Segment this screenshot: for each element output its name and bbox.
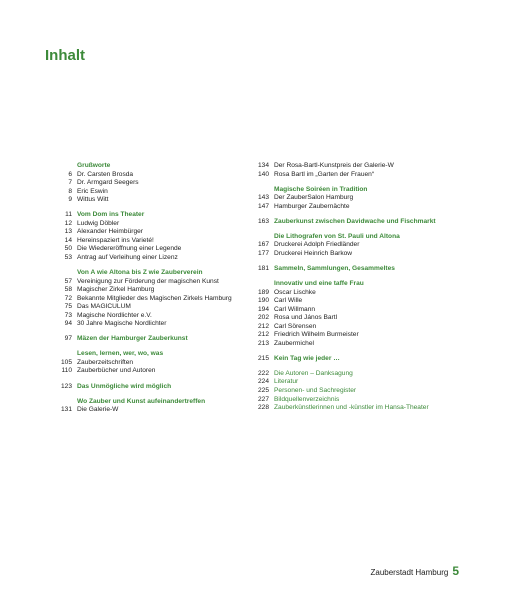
toc-page-number: 97 xyxy=(64,335,72,343)
footer-book-title: Zauberstadt Hamburg xyxy=(370,568,449,577)
toc-page-number: 123 xyxy=(60,382,72,390)
toc-entry xyxy=(35,303,235,312)
toc-page-number: 50 xyxy=(64,245,72,253)
toc-entry-title: Kein Tag wie jeder … xyxy=(274,354,340,362)
toc-entry xyxy=(248,297,473,306)
toc-section-heading xyxy=(35,335,235,344)
toc-entry xyxy=(35,188,235,197)
toc-entry-title: 30 Jahre Magische Nordlichter xyxy=(77,320,167,328)
toc-entry-title: Das MAGICULUM xyxy=(77,303,131,311)
toc-page-number: 57 xyxy=(64,277,72,285)
toc-entry xyxy=(248,203,473,212)
toc-page-number: 14 xyxy=(64,236,72,244)
toc-entry-title: Die Lithografen von St. Pauli und Altona xyxy=(274,232,400,240)
toc-entry xyxy=(248,306,473,315)
toc-page-number: 163 xyxy=(257,217,269,225)
toc-entry-title: Magische Soiréen in Tradition xyxy=(274,185,368,193)
toc-entry xyxy=(35,406,235,415)
toc-entry-title: Magische Nordlichter e.V. xyxy=(77,311,152,319)
page-footer xyxy=(370,564,459,578)
toc-entry xyxy=(35,196,235,205)
toc-page-number: 212 xyxy=(257,331,269,339)
toc-page-number: 58 xyxy=(64,286,72,294)
toc-entry xyxy=(35,312,235,321)
toc-entry-title: Grußworte xyxy=(77,162,111,169)
toc-page-number: 72 xyxy=(64,294,72,302)
toc-entry xyxy=(35,367,235,376)
toc-entry xyxy=(248,241,473,250)
toc-entry-title: Zauberkunst zwischen Davidwache und Fischmarkt xyxy=(274,217,436,225)
toc-page-number: 194 xyxy=(257,305,269,313)
toc-entry xyxy=(35,278,235,287)
toc-entry xyxy=(248,171,473,180)
toc-page-number: 6 xyxy=(68,170,72,178)
toc-entry-title: Mäzen der Hamburger Zauberkunst xyxy=(77,335,188,343)
toc-entry-title: Oscar Lischke xyxy=(274,288,316,296)
toc-section-heading xyxy=(248,355,473,364)
toc-page-number xyxy=(35,269,77,278)
toc-entry xyxy=(248,250,473,259)
toc-page-number: 140 xyxy=(257,170,269,178)
toc-entry xyxy=(35,245,235,254)
toc-entry xyxy=(35,228,235,237)
toc-entry-title: Rosa Bartl im „Garten der Frauen“ xyxy=(274,170,375,178)
toc-entry-title: Hereinspaziert ins Varieté! xyxy=(77,236,154,244)
toc-entry xyxy=(35,286,235,295)
toc-entry xyxy=(248,404,473,413)
toc-section-heading xyxy=(35,162,235,171)
toc-page-number: 131 xyxy=(60,406,72,414)
toc-entry xyxy=(248,378,473,387)
toc-entry-title: Antrag auf Verleihung einer Lizenz xyxy=(77,253,178,261)
toc-page-number xyxy=(248,233,274,242)
toc-page-number: 143 xyxy=(257,194,269,202)
toc-section-heading xyxy=(248,186,473,195)
toc-entry-title: Zaubermichel xyxy=(274,339,314,347)
toc-entry-title: Der Rosa-Bartl-Kunstpreis der Galerie-W xyxy=(274,162,394,169)
toc-entry-title: Carl Willmann xyxy=(274,305,316,313)
toc-entry xyxy=(248,162,473,171)
toc-entry-title: Magischer Zirkel Hamburg xyxy=(77,286,155,294)
toc-entry-title: Vereinigung zur Förderung der magischen Kunst xyxy=(77,277,219,285)
toc-entry xyxy=(35,179,235,188)
toc-entry-title: Zauberkünstlerinnen und -künstler im Hansa-Theater xyxy=(274,404,429,412)
toc-page-number: 8 xyxy=(68,187,72,195)
toc-page-number: 94 xyxy=(64,320,72,328)
page-title: Inhalt xyxy=(45,47,85,64)
toc-entry-title: Druckerei Adolph Friedländer xyxy=(274,241,360,249)
toc-page-number: 12 xyxy=(64,219,72,227)
toc-entry-title: Druckerei Heinrich Barkow xyxy=(274,249,353,257)
toc-page-number: 215 xyxy=(257,354,269,362)
toc-section-heading xyxy=(35,211,235,220)
toc-page-number: 212 xyxy=(257,322,269,330)
toc-entry xyxy=(35,320,235,329)
toc-page-number: 202 xyxy=(257,314,269,322)
toc-page-number: 181 xyxy=(257,264,269,272)
toc-entry xyxy=(35,220,235,229)
toc-section-heading xyxy=(35,269,235,278)
toc-page-number: 7 xyxy=(68,179,72,187)
toc-section-heading xyxy=(248,218,473,227)
toc-entry-title: Carl Wille xyxy=(274,297,303,305)
toc-entry-title: Ludwig Döbler xyxy=(77,219,120,227)
toc-page-number: 190 xyxy=(257,297,269,305)
toc-entry-title: Literatur xyxy=(274,378,299,386)
toc-page-number xyxy=(35,162,77,171)
toc-entry-title: Wo Zauber und Kunst aufeinandertreffen xyxy=(77,397,206,405)
toc-page-number: 222 xyxy=(257,369,269,377)
toc-page-number: 13 xyxy=(64,228,72,236)
toc-entry-title: Innovativ und eine taffe Frau xyxy=(274,279,364,287)
toc-section-heading xyxy=(35,383,235,392)
toc-entry-title: Die Galerie-W xyxy=(77,406,119,414)
toc-column-left xyxy=(35,162,235,415)
toc-entry-title: Der ZauberSalon Hamburg xyxy=(274,194,354,202)
toc-page-number: 75 xyxy=(64,303,72,311)
toc-entry xyxy=(35,171,235,180)
toc-entry xyxy=(35,359,235,368)
toc-page-number: 213 xyxy=(257,339,269,347)
toc-page-number: 9 xyxy=(68,196,72,204)
toc-page-number xyxy=(248,186,274,195)
toc-page-number: 105 xyxy=(60,358,72,366)
toc-entry-title: Dr. Armgard Seegers xyxy=(77,179,139,187)
toc-page-number: 147 xyxy=(257,202,269,210)
toc-entry-title: Friedrich Wilhelm Burmeister xyxy=(274,331,359,339)
toc-page-number: 177 xyxy=(257,249,269,257)
toc-entry-title: Alexander Heimbürger xyxy=(77,228,143,236)
toc-entry xyxy=(248,396,473,405)
toc-entry-title: Eric Eswin xyxy=(77,187,108,195)
toc-entry xyxy=(248,314,473,323)
toc-entry-title: Zauberbücher und Autoren xyxy=(77,367,156,375)
toc-entry-title: Das Unmögliche wird möglich xyxy=(77,382,172,390)
toc-entry-title: Bildquellenverzeichnis xyxy=(274,395,340,403)
toc-page-number: 228 xyxy=(257,404,269,412)
toc-entry xyxy=(35,254,235,263)
toc-entry-title: Lesen, lernen, wer, wo, was xyxy=(77,350,164,358)
toc-section-heading xyxy=(248,265,473,274)
toc-section-heading xyxy=(248,233,473,242)
toc-page-number xyxy=(35,398,77,407)
toc-page-number: 167 xyxy=(257,241,269,249)
toc-page-number xyxy=(248,280,274,289)
toc-page-number: 224 xyxy=(257,378,269,386)
toc-column-right xyxy=(248,162,473,413)
toc-section-heading xyxy=(35,350,235,359)
toc-section-heading xyxy=(248,280,473,289)
toc-entry xyxy=(248,340,473,349)
toc-entry xyxy=(248,289,473,298)
toc-page-number: 73 xyxy=(64,311,72,319)
toc-page-number: 227 xyxy=(257,395,269,403)
toc-entry-title: Die Autoren – Danksagung xyxy=(274,369,353,377)
toc-entry xyxy=(248,331,473,340)
footer-page-number: 5 xyxy=(452,564,459,578)
toc-page-number: 225 xyxy=(257,386,269,394)
toc-entry xyxy=(35,237,235,246)
toc-entry xyxy=(248,323,473,332)
toc-entry-title: Hamburger Zaubernächte xyxy=(274,202,350,210)
toc-entry-title: Die Wiedereröffnung einer Legende xyxy=(77,245,182,253)
toc-entry-title: Dr. Carsten Brosda xyxy=(77,170,134,178)
toc-entry-title: Sammeln, Sammlungen, Gesammeltes xyxy=(274,264,395,272)
toc-entry xyxy=(248,370,473,379)
toc-entry xyxy=(248,194,473,203)
toc-entry-title: Rosa und János Bartl xyxy=(274,314,338,322)
toc-entry-title: Wittus Witt xyxy=(77,196,109,204)
toc-page-number: 11 xyxy=(65,211,72,219)
toc-entry-title: Von A wie Altona bis Z wie Zauberverein xyxy=(77,269,203,277)
toc-entry-title: Vom Dom ins Theater xyxy=(77,211,145,219)
toc-entry-title: Zauberzeitschriften xyxy=(77,358,134,366)
toc-section-heading xyxy=(35,398,235,407)
toc-entry xyxy=(35,295,235,304)
toc-page-number: 134 xyxy=(257,162,269,169)
toc-entry xyxy=(248,387,473,396)
toc-page-number: 189 xyxy=(257,288,269,296)
toc-entry-title: Carl Sörensen xyxy=(274,322,317,330)
toc-entry-title: Bekannte Mitglieder des Magischen Zirkels Hamburg xyxy=(77,294,232,302)
toc-page-number: 110 xyxy=(61,367,72,375)
toc-entry-title: Personen- und Sachregister xyxy=(274,386,357,394)
toc-page-number: 53 xyxy=(64,253,72,261)
toc-page-number xyxy=(35,350,77,359)
